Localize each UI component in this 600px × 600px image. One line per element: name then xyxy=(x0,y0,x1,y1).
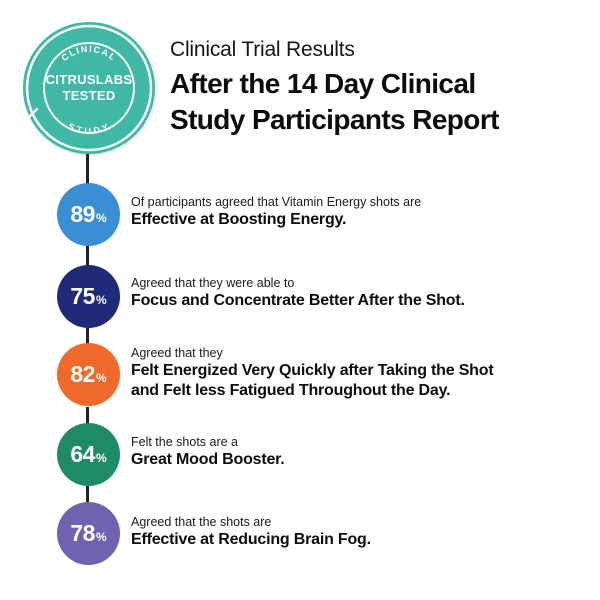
stat-unit: % xyxy=(95,451,107,465)
stat-circle xyxy=(57,423,120,486)
stat-circle xyxy=(57,502,120,565)
stat-description xyxy=(131,514,586,550)
stat-circle xyxy=(57,183,120,246)
stat-intro-text: Felt the shots are a xyxy=(131,435,239,449)
timeline-connector xyxy=(86,245,89,267)
badge-top-text: CLINICAL xyxy=(59,43,119,64)
page-title xyxy=(170,66,590,138)
stat-intro-text: Agreed that they were able to xyxy=(131,276,295,290)
stat-circle xyxy=(57,265,120,328)
stat-intro-text: Agreed that they xyxy=(131,346,223,360)
stat-value: 75 xyxy=(70,283,95,309)
stat-description xyxy=(131,434,586,470)
stat-unit: % xyxy=(95,211,107,225)
timeline-connector xyxy=(86,154,89,184)
page-subtitle: Clinical Trial Results xyxy=(170,38,355,61)
badge-brand-text: CITRUSLABS xyxy=(45,72,133,87)
stat-description xyxy=(131,194,586,230)
stat-unit: % xyxy=(95,530,107,544)
page-title-line: Study Participants Report xyxy=(170,104,499,135)
page-title-line: After the 14 Day Clinical xyxy=(170,68,476,99)
stat-emphasis-text: Felt Energized Very Quickly after Taking the Shot xyxy=(131,362,494,379)
stat-emphasis-text: Effective at Reducing Brain Fog. xyxy=(131,531,371,548)
stat-emphasis-text: and Felt less Fatigued Throughout the Day. xyxy=(131,382,451,399)
stat-value: 82 xyxy=(70,361,95,387)
citruslabs-tested-badge xyxy=(23,22,155,154)
stat-description xyxy=(131,345,586,401)
stat-circle xyxy=(57,343,120,406)
stat-emphasis-text: Great Mood Booster. xyxy=(131,451,285,468)
stat-description xyxy=(131,275,586,311)
stat-value: 78 xyxy=(70,520,95,546)
stat-value: 89 xyxy=(70,201,95,227)
badge-bottom-text: STUDY xyxy=(66,121,112,137)
stat-unit: % xyxy=(95,293,107,307)
svg-text:CLINICAL xyxy=(60,44,119,63)
stat-emphasis-text: Effective at Boosting Energy. xyxy=(131,211,347,228)
stat-emphasis-text: Focus and Concentrate Better After the Shot. xyxy=(131,292,465,309)
stat-intro-text: Agreed that the shots are xyxy=(131,515,272,529)
stat-unit: % xyxy=(95,371,107,385)
stat-intro-text: Of participants agreed that Vitamin Energy shots are xyxy=(131,195,422,209)
svg-text:STUDY xyxy=(67,121,112,136)
badge-tested-text: TESTED xyxy=(62,88,116,103)
stat-value: 64 xyxy=(70,441,95,467)
